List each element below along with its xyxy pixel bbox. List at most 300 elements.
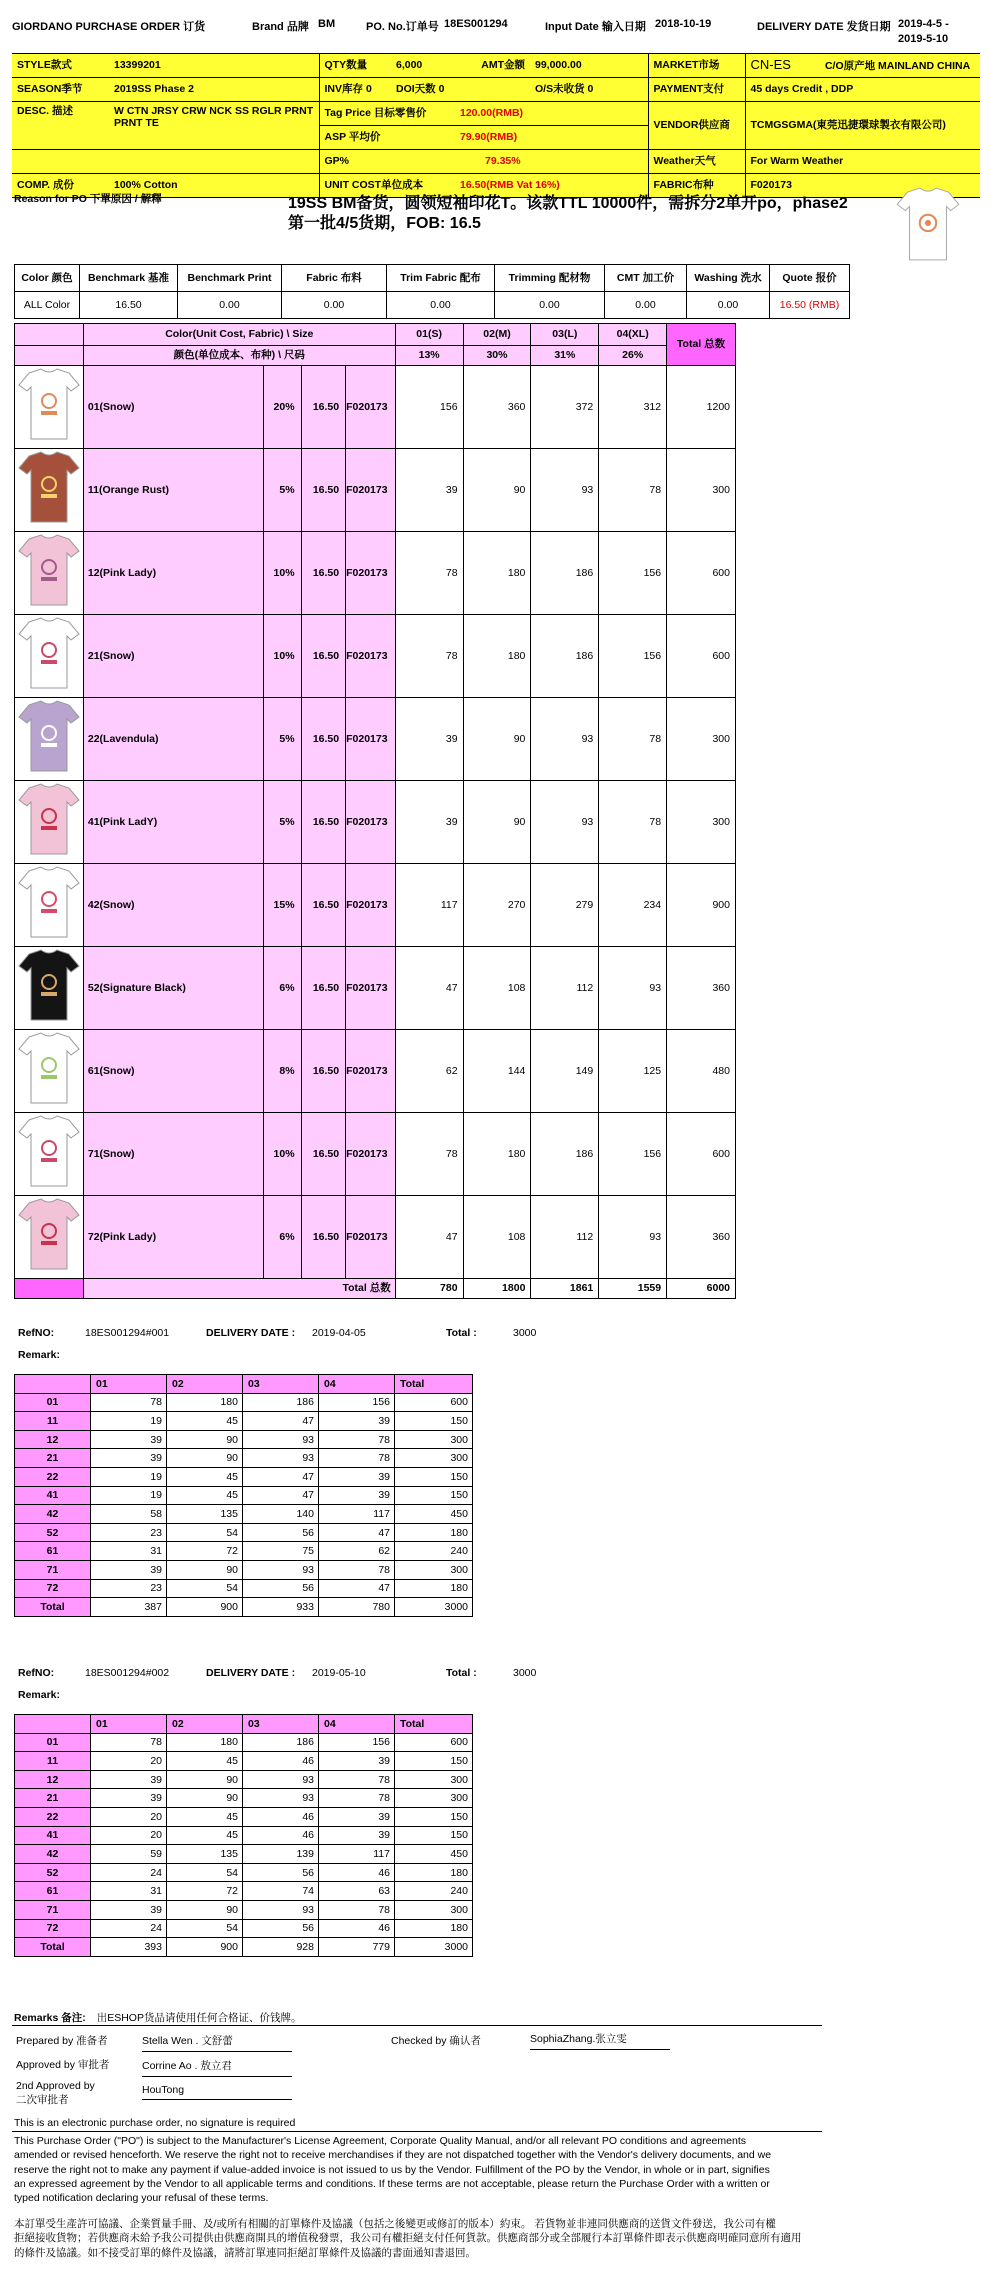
fabric-code: F020173 [346,864,396,947]
qty-table-row [15,1807,473,1826]
tshirt-body [19,452,79,522]
remarks-line [14,2010,301,2025]
qty-row-label: 61 [15,1882,91,1901]
tshirt-photo [17,367,81,443]
tshirt-photo [17,1197,81,1273]
qty-cell: 186 [531,532,599,615]
fabric-code: F020173 [346,781,396,864]
qty-cell: 900 [167,1938,243,1957]
refno-label: RefNO: [18,1667,55,1679]
qty-cell: 3000 [395,1598,473,1617]
qty-cell: 39 [395,449,463,532]
unit-cost-value: 16.50(RMB Vat 16%) [455,174,648,198]
qty-table-row [15,1863,473,1882]
qty-cell: 933 [243,1598,319,1617]
row-total: 480 [667,1030,736,1113]
inv-cell [319,78,391,102]
color-name: 12(Pink Lady) [83,532,263,615]
qty-cell: 63 [319,1882,395,1901]
color-pct: 6% [264,947,301,1030]
tshirt-body [19,950,79,1020]
payment-label: PAYMENT支付 [648,78,745,102]
vendor-label: VENDOR供应商 [648,102,745,150]
color-photo-cell [15,1113,84,1196]
qty-row-label: 42 [15,1845,91,1864]
qty-header-cell: Total [395,1375,473,1394]
row-total: 600 [667,615,736,698]
color-pct: 8% [264,1030,301,1113]
qty-cell: 54 [167,1863,243,1882]
qty-cell: 180 [167,1733,243,1752]
qty-header-cell: 02 [167,1715,243,1734]
qty-header-cell: 03 [243,1375,319,1394]
tshirt-print-text [41,826,57,830]
color-pct: 15% [264,864,301,947]
fabric-code: F020173 [346,449,396,532]
tshirt-photo [17,1114,81,1190]
tshirt-photo [17,948,81,1024]
fabric-code: F020173 [346,1196,396,1279]
qty-table-row [15,1789,473,1808]
qty-cell: 45 [167,1752,243,1771]
qty-header-cell: 03 [243,1715,319,1734]
qty-cell: 186 [243,1733,319,1752]
qty-cell: 19 [91,1486,167,1505]
qty-header-cell: 04 [319,1375,395,1394]
qty-cell: 90 [167,1770,243,1789]
qty-row-label: 11 [15,1412,91,1431]
legal-line: 拒絕接收貨物；若供應商未給予我公司提供由供應商開具的增值稅發票，我公司有權拒絕支付任何貨款。供應商部分或全部履行本訂單條件即表示供應商明確同意所有適用 [14,2232,802,2245]
qty-cell: 39 [91,1900,167,1919]
benchmark-value: 0.00 [605,292,687,319]
color-pct: 5% [264,449,301,532]
qty-cell: 90 [463,698,531,781]
qty-cell: 156 [599,532,667,615]
qty-cell: 93 [243,1770,319,1789]
asp-label: ASP 平均价 [319,126,455,150]
ref-total-label: Total : [446,1667,477,1679]
unit-cost: 16.50 [301,864,346,947]
qty-row-label: 72 [15,1579,91,1598]
color-row [15,449,736,532]
benchmark-value: ALL Color [15,292,80,319]
row-total: 300 [667,781,736,864]
qty-cell: 31 [91,1882,167,1901]
fabric-value: F020173 [745,174,980,198]
qty-cell: 360 [463,366,531,449]
qty-row-label: 12 [15,1430,91,1449]
qty-cell: 240 [395,1882,473,1901]
row-total: 900 [667,864,736,947]
legal-line: reserve the right not to make any payment if value-added invoice is not issued to us by the Vendor. Fulfillment of the PO by the Vendor, in whole or in part, signifies [14,2163,770,2176]
qty-cell: 156 [319,1733,395,1752]
tshirt-body [19,369,79,439]
qty-row-label: 11 [15,1752,91,1771]
tshirt-body [19,1033,79,1103]
color-name: 42(Snow) [83,864,263,947]
qty-cell: 780 [319,1598,395,1617]
qty-cell: 180 [463,1113,531,1196]
refno-value: 18ES001294#001 [85,1327,170,1339]
qty-cell: 300 [395,1789,473,1808]
qty-cell: 23 [91,1579,167,1598]
total-row-corner [15,1279,84,1299]
unit-cost: 16.50 [301,615,346,698]
color-size-header-en: Color(Unit Cost, Fabric) \ Size [83,324,395,346]
grand-total-cell: 1800 [463,1279,531,1299]
color-photo-cell [15,698,84,781]
po-info-table [12,53,980,198]
tag-price-value: 120.00(RMB) [455,102,648,126]
qty-cell: 93 [531,698,599,781]
fabric-code: F020173 [346,532,396,615]
ref-total-value: 3000 [513,1667,537,1679]
ref-delivery-label: DELIVERY DATE : [206,1327,296,1339]
qty-cell: 150 [395,1826,473,1845]
color-pct: 5% [264,781,301,864]
qty-cell: 39 [395,698,463,781]
size-header: 01(S) [395,324,463,346]
qty-row-label: 72 [15,1919,91,1938]
qty-cell: 117 [319,1845,395,1864]
qty-cell: 150 [395,1467,473,1486]
qty-cell: 62 [319,1542,395,1561]
qty-cell: 144 [463,1030,531,1113]
legal-line: 的條件及協議。如不接受訂單的條件及協議，請將訂單連同拒絕訂單條件及協議的書面通知書退回。 [14,2246,476,2259]
row-total: 300 [667,449,736,532]
qty-row-label: 52 [15,1523,91,1542]
color-photo-cell [15,947,84,1030]
qty-table-row [15,1542,473,1561]
color-pct: 10% [264,615,301,698]
ref-delivery-value: 2019-04-05 [312,1327,366,1339]
qty-cell: 372 [531,366,599,449]
benchmark-header: CMT 加工价 [605,265,687,292]
tshirt-print-text [41,1241,57,1245]
amt-value: 99,000.00 [530,54,648,78]
qty-cell: 108 [463,947,531,1030]
qty-table-row [15,1467,473,1486]
qty-cell: 39 [91,1430,167,1449]
qty-cell: 112 [531,1196,599,1279]
qty-row-label: 22 [15,1467,91,1486]
tshirt-print-text [41,1158,57,1162]
qty-cell: 47 [243,1467,319,1486]
qty-cell: 117 [395,864,463,947]
season-value: 2019SS Phase 2 [109,78,319,102]
benchmark-header: Quote 报价 [770,265,850,292]
qty-cell: 78 [599,698,667,781]
qty-cell: 135 [167,1505,243,1524]
color-name: 41(Pink LadY) [83,781,263,864]
po-title: GIORDANO PURCHASE ORDER 订货 [12,21,206,33]
qty-cell: 78 [319,1789,395,1808]
benchmark-header: Fabric 布料 [282,265,387,292]
market-cell [745,54,980,78]
qty-cell: 20 [91,1752,167,1771]
row-total: 300 [667,698,736,781]
qty-cell: 90 [167,1560,243,1579]
ref-2-line [0,1667,990,1681]
ref-delivery-label: DELIVERY DATE : [206,1667,296,1679]
color-name: 72(Pink Lady) [83,1196,263,1279]
qty-cell: 56 [243,1863,319,1882]
corner-cell-2 [15,346,84,366]
refno-value: 18ES001294#002 [85,1667,170,1679]
color-name: 71(Snow) [83,1113,263,1196]
qty-cell: 46 [243,1752,319,1771]
qty-cell: 180 [395,1919,473,1938]
benchmark-header: Trim Fabric 配布 [387,265,495,292]
qty-cell: 150 [395,1412,473,1431]
qty-row-label: 42 [15,1505,91,1524]
prepared-label: Prepared by 准备者 [16,2035,108,2047]
qty-table-row [15,1826,473,1845]
qty-cell: 72 [167,1542,243,1561]
qty-cell: 186 [531,615,599,698]
qty-table-row [15,1412,473,1431]
qty-cell: 78 [395,532,463,615]
color-row [15,1196,736,1279]
qty-cell: 72 [167,1882,243,1901]
qty-table-row [15,1579,473,1598]
qty-row-label: 21 [15,1449,91,1468]
unit-cost: 16.50 [301,1196,346,1279]
color-name: 01(Snow) [83,366,263,449]
style-value: 13399201 [109,54,319,78]
qty-cell: 270 [463,864,531,947]
payment-value: 45 days Credit , DDP [745,78,980,102]
benchmark-value: 16.50 [80,292,178,319]
ref-total-value: 3000 [513,1327,537,1339]
refno-label: RefNO: [18,1327,55,1339]
benchmark-value: 16.50 (RMB) [770,292,850,319]
qty-cell: 93 [531,449,599,532]
qty-cell: 39 [91,1789,167,1808]
qty-row-label: Total [15,1598,91,1617]
os-label: O/S未收货 [535,83,585,96]
qty-cell: 39 [91,1449,167,1468]
color-row [15,1030,736,1113]
qty-table-row [15,1752,473,1771]
weather-value: For Warm Weather [745,150,980,174]
second-approved-label: 2nd Approved by [16,2080,95,2092]
qty-cell: 78 [599,781,667,864]
qty-cell: 300 [395,1449,473,1468]
inv-label: INV库存 [324,83,364,96]
os-value: 0 [587,83,594,96]
brand-label: Brand 品牌 [252,21,309,33]
qty-cell: 47 [243,1486,319,1505]
reason-text-1: 19SS BM备货，圆领短袖印花T。该款TTL 10000件，需拆分2单开po，phase2 [288,195,848,212]
ref-1-line [0,1327,990,1341]
qty-cell: 24 [91,1919,167,1938]
qty-cell: 139 [243,1845,319,1864]
qty-cell: 39 [319,1807,395,1826]
qty-cell: 180 [395,1523,473,1542]
tshirt-body [19,535,79,605]
qty-cell: 78 [319,1430,395,1449]
qty-table-row [15,1523,473,1542]
qty-cell: 180 [395,1579,473,1598]
product-thumbnail [893,186,963,264]
po-number-value: 18ES001294 [444,18,508,30]
color-size-header-zh: 颜色(单位成本、布种) \ 尺码 [83,346,395,366]
unit-cost: 16.50 [301,698,346,781]
origin-label: C/O原产地 [824,60,876,73]
po-number-label: PO. No.订单号 [366,21,439,33]
fabric-code: F020173 [346,366,396,449]
color-row [15,698,736,781]
size-pct: 31% [531,346,599,366]
qty-cell: 156 [599,1113,667,1196]
benchmark-table [14,264,850,319]
corner-cell [15,324,84,346]
qty-cell: 46 [319,1919,395,1938]
row-total: 360 [667,947,736,1030]
tshirt-print-text [41,909,57,913]
qty-cell: 93 [243,1430,319,1449]
qty-header-cell [15,1715,91,1734]
qty-row-label: 01 [15,1393,91,1412]
qty-cell: 78 [91,1393,167,1412]
qty-table-row [15,1560,473,1579]
color-name: 22(Lavendula) [83,698,263,781]
qty-cell: 90 [167,1449,243,1468]
qty-cell: 150 [395,1807,473,1826]
remarks-text: 出ESHOP货品请使用任何合格证、价钱牌。 [96,2012,302,2024]
qty-cell: 39 [319,1486,395,1505]
fabric-code: F020173 [346,698,396,781]
qty-cell: 279 [531,864,599,947]
comp-label: COMP. 成份 [12,174,109,198]
legal-line: amended or revised henceforth. We reserve the right not to receive merchandises if they are not dispatched together with the Vendor's delivery documents, and we [14,2149,772,2162]
input-date-value: 2018-10-19 [655,18,712,30]
unit-cost: 16.50 [301,366,346,449]
size-breakdown-table [14,323,736,1299]
grand-total-cell: 6000 [667,1279,736,1299]
tshirt-photo [17,865,81,941]
benchmark-value: 0.00 [282,292,387,319]
color-photo-cell [15,449,84,532]
qty-table-row [15,1505,473,1524]
grand-total-label: Total 总数 [83,1279,395,1299]
electronic-note: This is an electronic purchase order, no signature is required [14,2117,296,2129]
qty-cell: 56 [243,1579,319,1598]
qty-cell: 39 [91,1560,167,1579]
qty-cell: 46 [319,1863,395,1882]
qty-cell: 45 [167,1486,243,1505]
qty-cell: 39 [319,1826,395,1845]
color-name: 61(Snow) [83,1030,263,1113]
gp-spacer [12,150,109,174]
asp-value: 79.90(RMB) [455,126,648,150]
tshirt-body [19,1199,79,1269]
color-photo-cell [15,615,84,698]
qty-cell: 45 [167,1412,243,1431]
checked-value: SophiaZhang.张立雯 [530,2031,670,2050]
qty-cell: 140 [243,1505,319,1524]
qty-cell: 39 [319,1412,395,1431]
grand-total-cell: 1559 [599,1279,667,1299]
color-row [15,1113,736,1196]
qty-cell: 78 [319,1449,395,1468]
tshirt-photo [17,450,81,526]
qty-cell: 23 [91,1523,167,1542]
remarks-label: Remarks 备注: [14,2012,86,2024]
qty-cell: 156 [599,615,667,698]
unit-cost: 16.50 [301,947,346,1030]
color-photo-cell [15,1030,84,1113]
benchmark-header: Trimming 配材物 [495,265,605,292]
tshirt-print-text [41,992,57,996]
qty-cell: 900 [167,1598,243,1617]
qty-cell: 45 [167,1826,243,1845]
row-total: 1200 [667,366,736,449]
qty-cell: 45 [167,1807,243,1826]
qty-cell: 39 [395,781,463,864]
qty-cell: 234 [599,864,667,947]
qty-cell: 108 [463,1196,531,1279]
legal-text-en [14,2134,972,2205]
tshirt-body [19,701,79,771]
qty-table-row [15,1900,473,1919]
qty-header-cell: 02 [167,1375,243,1394]
tshirt-print-text [41,411,57,415]
qty-cell: 47 [319,1579,395,1598]
color-photo-cell [15,781,84,864]
row-total: 360 [667,1196,736,1279]
delivery-date-start: 2019-4-5 - [898,18,949,30]
ref-2-qty-table [14,1714,473,1957]
qty-cell: 150 [395,1752,473,1771]
qty-table-row [15,1770,473,1789]
color-pct: 5% [264,698,301,781]
footer-divider [12,2131,822,2132]
vendor-value: TCMGSGMA(東莞迅捷環球製衣有限公司) [745,102,980,150]
inv-value: 0 [365,83,372,96]
qty-row-label: 22 [15,1807,91,1826]
ref-2-remark: Remark: [18,1689,61,1701]
qty-cell: 186 [531,1113,599,1196]
qty-table-row [15,1882,473,1901]
qty-cell: 54 [167,1579,243,1598]
qty-cell: 312 [599,366,667,449]
qty-cell: 180 [167,1393,243,1412]
qty-table-row [15,1486,473,1505]
tshirt-print-text [41,1075,57,1079]
tshirt-body [19,784,79,854]
ref-delivery-value: 2019-05-10 [312,1667,366,1679]
qty-cell: 19 [91,1412,167,1431]
qty-cell: 117 [319,1505,395,1524]
qty-row-label: 71 [15,1900,91,1919]
doi-cell [391,78,530,102]
os-cell [530,78,648,102]
qty-cell: 46 [243,1807,319,1826]
qty-cell: 450 [395,1845,473,1864]
row-total: 600 [667,532,736,615]
qty-cell: 47 [395,1196,463,1279]
qty-label: QTY数量 [319,54,391,78]
qty-table-row [15,1919,473,1938]
qty-cell: 93 [599,1196,667,1279]
qty-cell: 56 [243,1919,319,1938]
qty-cell: 47 [243,1412,319,1431]
origin-value: MAINLAND CHINA [878,60,971,73]
unit-cost: 16.50 [301,532,346,615]
legal-line: typed notification declaring your refusal of these terms. [14,2192,269,2205]
